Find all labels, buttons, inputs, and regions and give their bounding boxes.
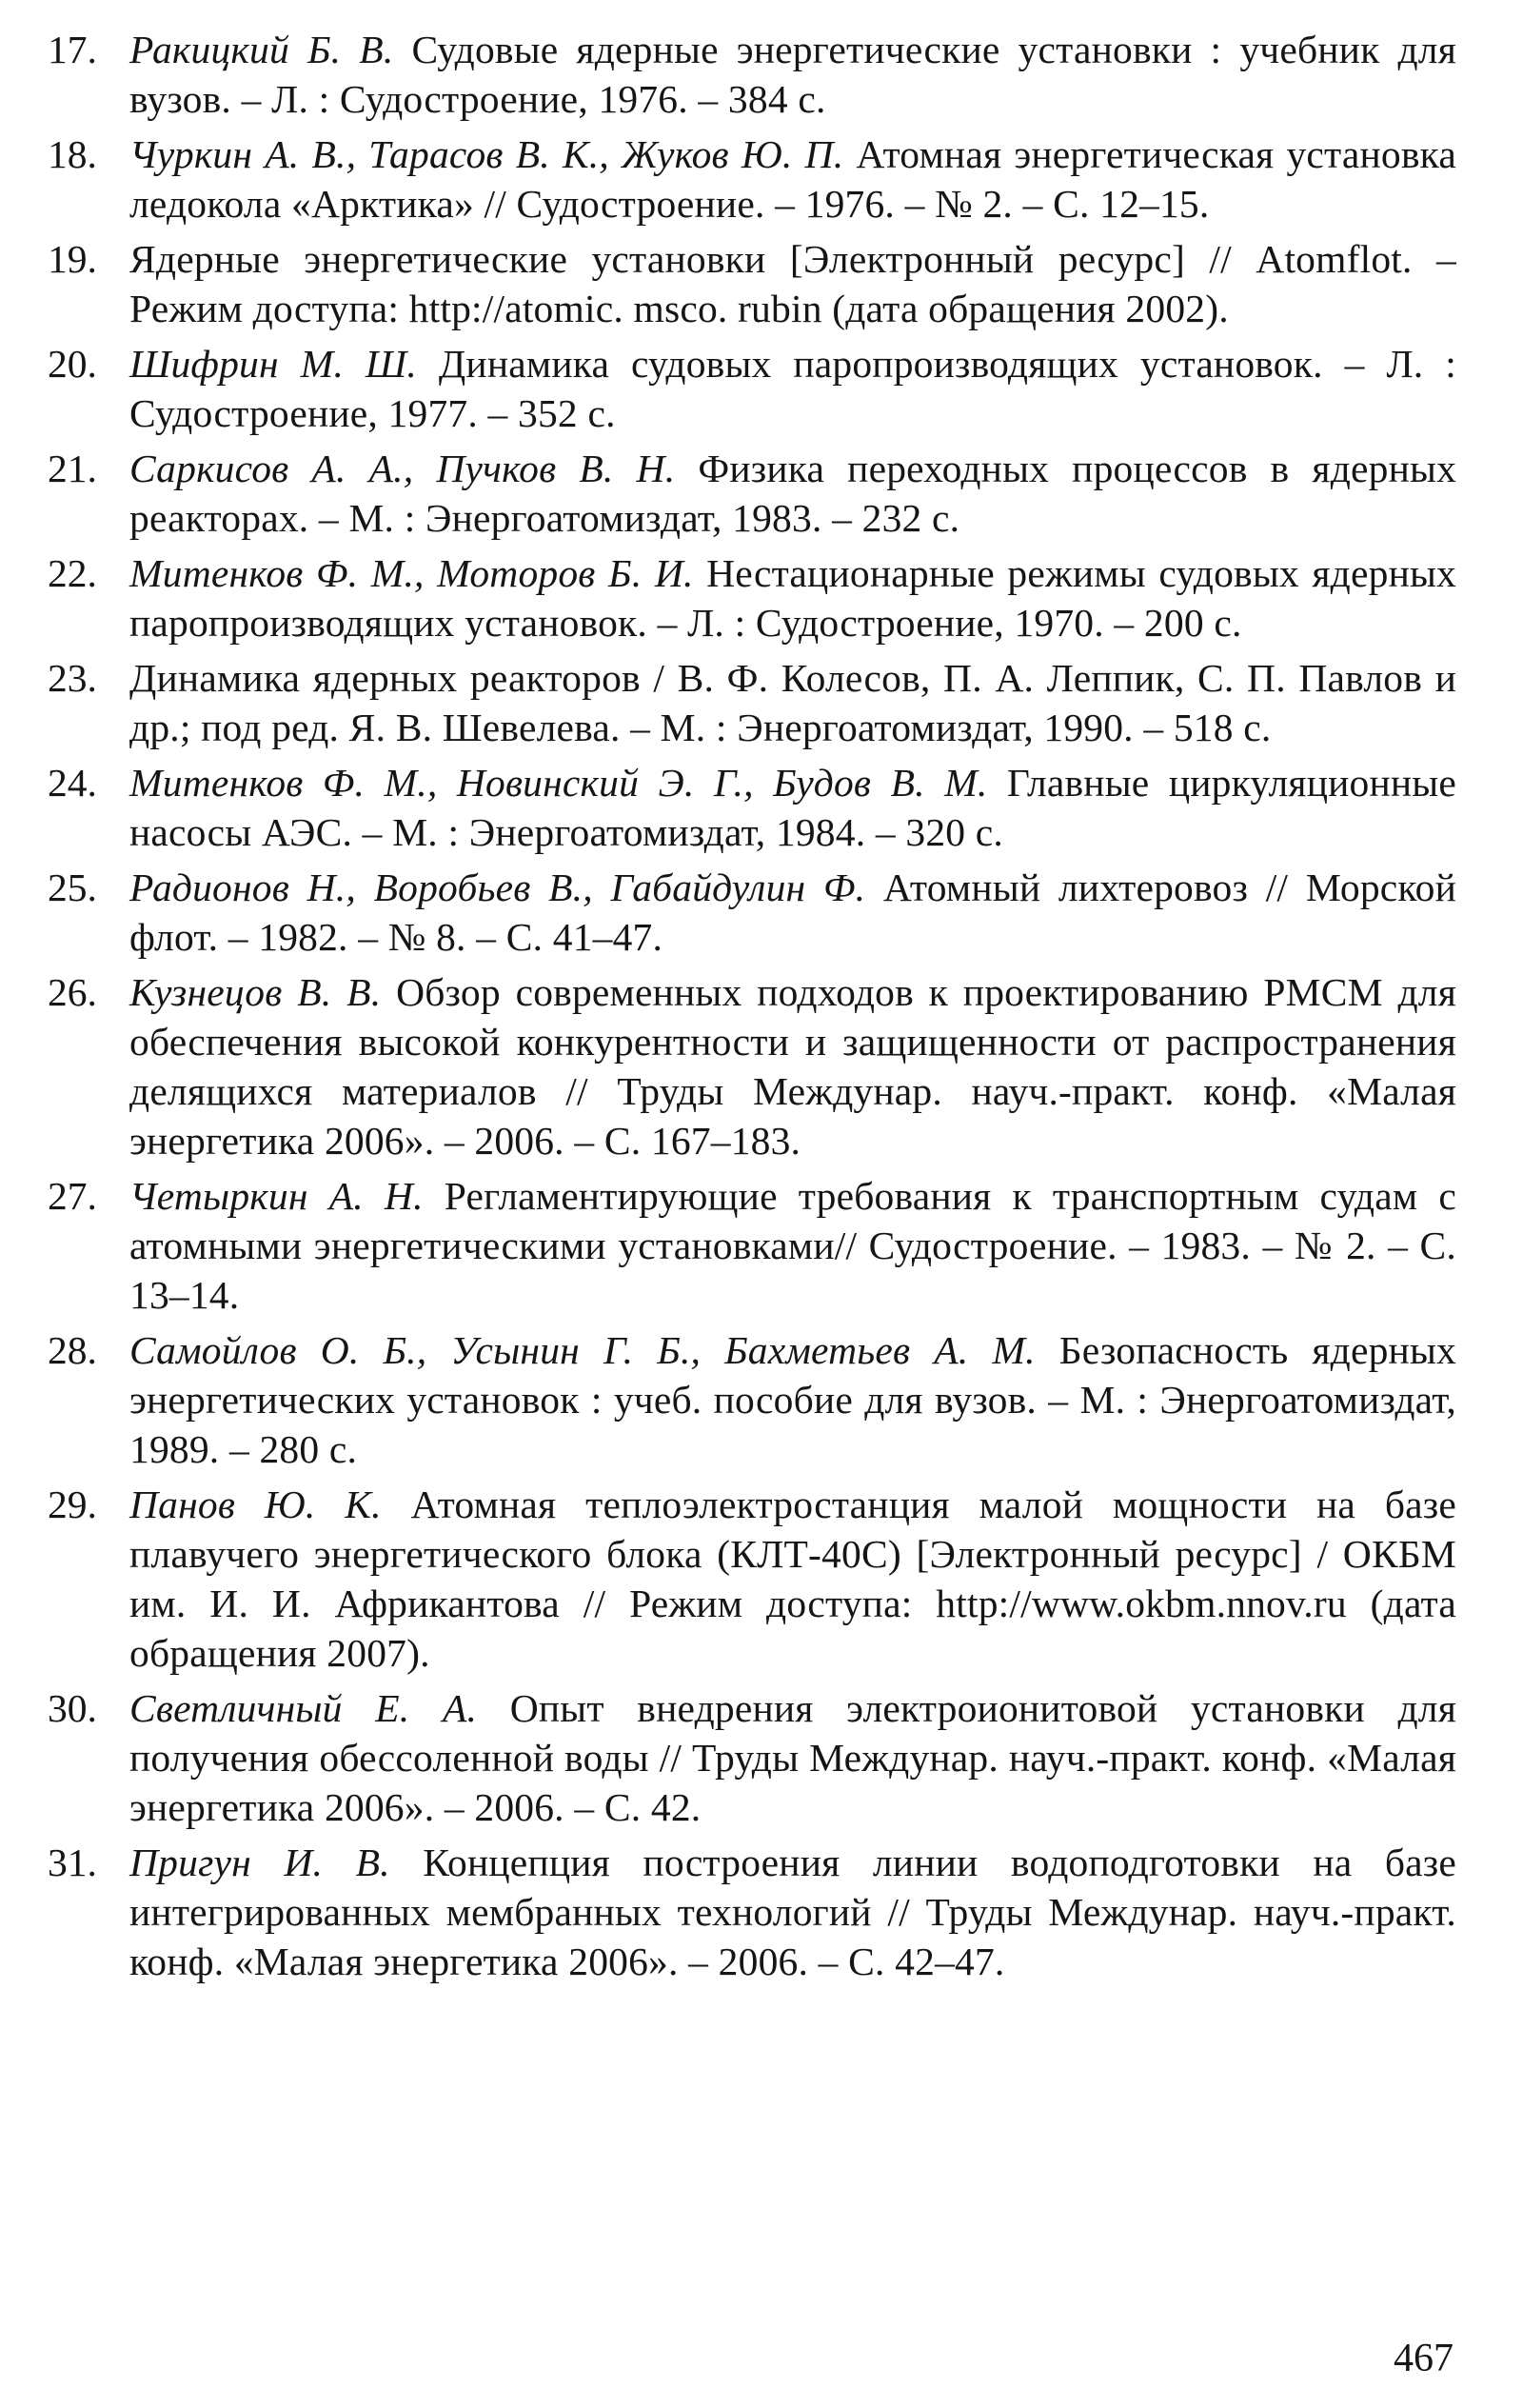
reference-text: Атомная теплоэлектростанция малой мощности на базе плавучего энергетического блока (КЛТ-40С) [Электронный ресурс] / ОКБМ им. И. И. Африкантова // Режим доступа: http://www.okbm.nnov.ru (дата обращения 2007). <box>129 1483 1456 1675</box>
reference-item <box>48 129 1456 229</box>
reference-authors: Кузнецов В. В. <box>129 970 382 1014</box>
reference-number: 18. <box>48 132 97 176</box>
reference-item <box>48 444 1456 543</box>
reference-body <box>129 758 1456 857</box>
reference-item <box>48 25 1456 124</box>
reference-authors: Панов Ю. К. <box>129 1483 382 1526</box>
reference-text: Ядерные энергетические установки [Электронный ресурс] // Atomflot. – Режим доступа: http://atomic. msco. rubin (дата обращения 2002). <box>129 237 1456 330</box>
reference-list <box>48 25 1456 1992</box>
reference-number: 17. <box>48 28 97 71</box>
reference-number: 31. <box>48 1841 97 1884</box>
reference-item <box>48 758 1456 857</box>
reference-text: Обзор современных подходов к проектированию РМСМ для обеспечения высокой конкурентности и защищенности от распространения делящихся материалов // Труды Междунар. науч.-практ. конф. «Малая энергетика 2006». – 2006. – С. 167–183. <box>129 970 1457 1163</box>
reference-number: 28. <box>48 1328 97 1372</box>
reference-text: Динамика судовых паропроизводящих установок. – Л. : Судостроение, 1977. – 352 с. <box>129 342 1457 435</box>
reference-authors: Митенков Ф. М., Моторов Б. И. <box>129 551 694 595</box>
reference-text: Регламентирующие требования к транспортным судам с атомными энергетическими установками// Судостроение. – 1983. – № 2. – С. 13–14. <box>129 1174 1456 1317</box>
reference-body <box>129 1480 1456 1678</box>
reference-body <box>129 863 1456 962</box>
reference-authors: Чуркин А. В., Тарасов В. К., Жуков Ю. П. <box>129 132 844 176</box>
reference-body <box>129 1683 1456 1832</box>
reference-authors: Четыркин А. Н. <box>129 1174 424 1218</box>
reference-item <box>48 1838 1456 1986</box>
reference-authors: Радионов Н., Воробьев В., Габайдулин Ф. <box>129 866 866 909</box>
reference-body <box>129 1325 1456 1474</box>
reference-authors: Самойлов О. Б., Усынин Г. Б., Бахметьев А. М. <box>129 1328 1036 1372</box>
reference-text: Безопасность ядерных энергетических установок : учеб. пособие для вузов. – М. : Энергоатомиздат, 1989. – 280 с. <box>129 1328 1457 1471</box>
reference-authors: Ракицкий Б. В. <box>129 28 394 71</box>
reference-number: 21. <box>48 447 97 490</box>
reference-item <box>48 234 1456 333</box>
reference-text: Судовые ядерные энергетические установки : учебник для вузов. – Л. : Судостроение, 1976. – 384 с. <box>129 28 1457 121</box>
reference-text: Главные циркуляционные насосы АЭС. – М. : Энергоатомиздат, 1984. – 320 с. <box>129 761 1456 854</box>
reference-item <box>48 1171 1456 1320</box>
reference-authors: Светличный Е. А. <box>129 1686 478 1730</box>
reference-body <box>129 653 1456 752</box>
reference-item <box>48 548 1456 647</box>
reference-text: Атомная энергетическая установка ледокола «Арктика» // Судостроение. – 1976. – № 2. – С. 12–15. <box>129 132 1456 226</box>
reference-body <box>129 234 1456 333</box>
reference-number: 27. <box>48 1174 97 1218</box>
reference-text: Концепция построения линии водоподготовки на базе интегрированных мембранных технологий // Труды Междунар. науч.-практ. конф. «Малая энергетика 2006». – 2006. – С. 42–47. <box>129 1841 1456 1983</box>
reference-number: 30. <box>48 1686 97 1730</box>
reference-text: Опыт внедрения электроионитовой установки для получения обессоленной воды // Труды Междунар. науч.-практ. конф. «Малая энергетика 2006». – 2006. – С. 42. <box>129 1686 1456 1829</box>
reference-text: Нестационарные режимы судовых ядерных паропроизводящих установок. – Л. : Судостроение, 1970. – 200 с. <box>129 551 1457 645</box>
reference-number: 24. <box>48 761 97 805</box>
reference-number: 29. <box>48 1483 97 1526</box>
reference-item <box>48 1683 1456 1832</box>
reference-item <box>48 339 1456 438</box>
reference-number: 22. <box>48 551 97 595</box>
reference-authors: Пригун И. В. <box>129 1841 390 1884</box>
reference-body <box>129 1838 1456 1986</box>
reference-item <box>48 653 1456 752</box>
reference-text: Физика переходных процессов в ядерных реакторах. – М. : Энергоатомиздат, 1983. – 232 с. <box>129 447 1457 540</box>
reference-number: 23. <box>48 656 97 700</box>
reference-item <box>48 1325 1456 1474</box>
page-number: 467 <box>1394 2337 1454 2380</box>
reference-authors: Саркисов А. А., Пучков В. Н. <box>129 447 676 490</box>
reference-item <box>48 967 1456 1165</box>
reference-body <box>129 1171 1456 1320</box>
reference-item <box>48 1480 1456 1678</box>
reference-number: 20. <box>48 342 97 386</box>
reference-body <box>129 25 1456 124</box>
reference-body <box>129 444 1456 543</box>
reference-number: 19. <box>48 237 97 281</box>
reference-text: Атомный лихтеровоз // Морской флот. – 1982. – № 8. – С. 41–47. <box>129 866 1457 959</box>
reference-body <box>129 967 1456 1165</box>
reference-text: Динамика ядерных реакторов / В. Ф. Колесов, П. А. Леппик, С. П. Павлов и др.; под ред. Я. В. Шевелева. – М. : Энергоатомиздат, 1990. – 518 с. <box>129 656 1456 749</box>
reference-item <box>48 863 1456 962</box>
reference-authors: Шифрин М. Ш. <box>129 342 417 386</box>
reference-number: 25. <box>48 866 97 909</box>
reference-number: 26. <box>48 970 97 1014</box>
reference-body <box>129 339 1456 438</box>
reference-authors: Митенков Ф. М., Новинский Э. Г., Будов В. М. <box>129 761 988 805</box>
reference-body <box>129 129 1456 229</box>
reference-body <box>129 548 1456 647</box>
